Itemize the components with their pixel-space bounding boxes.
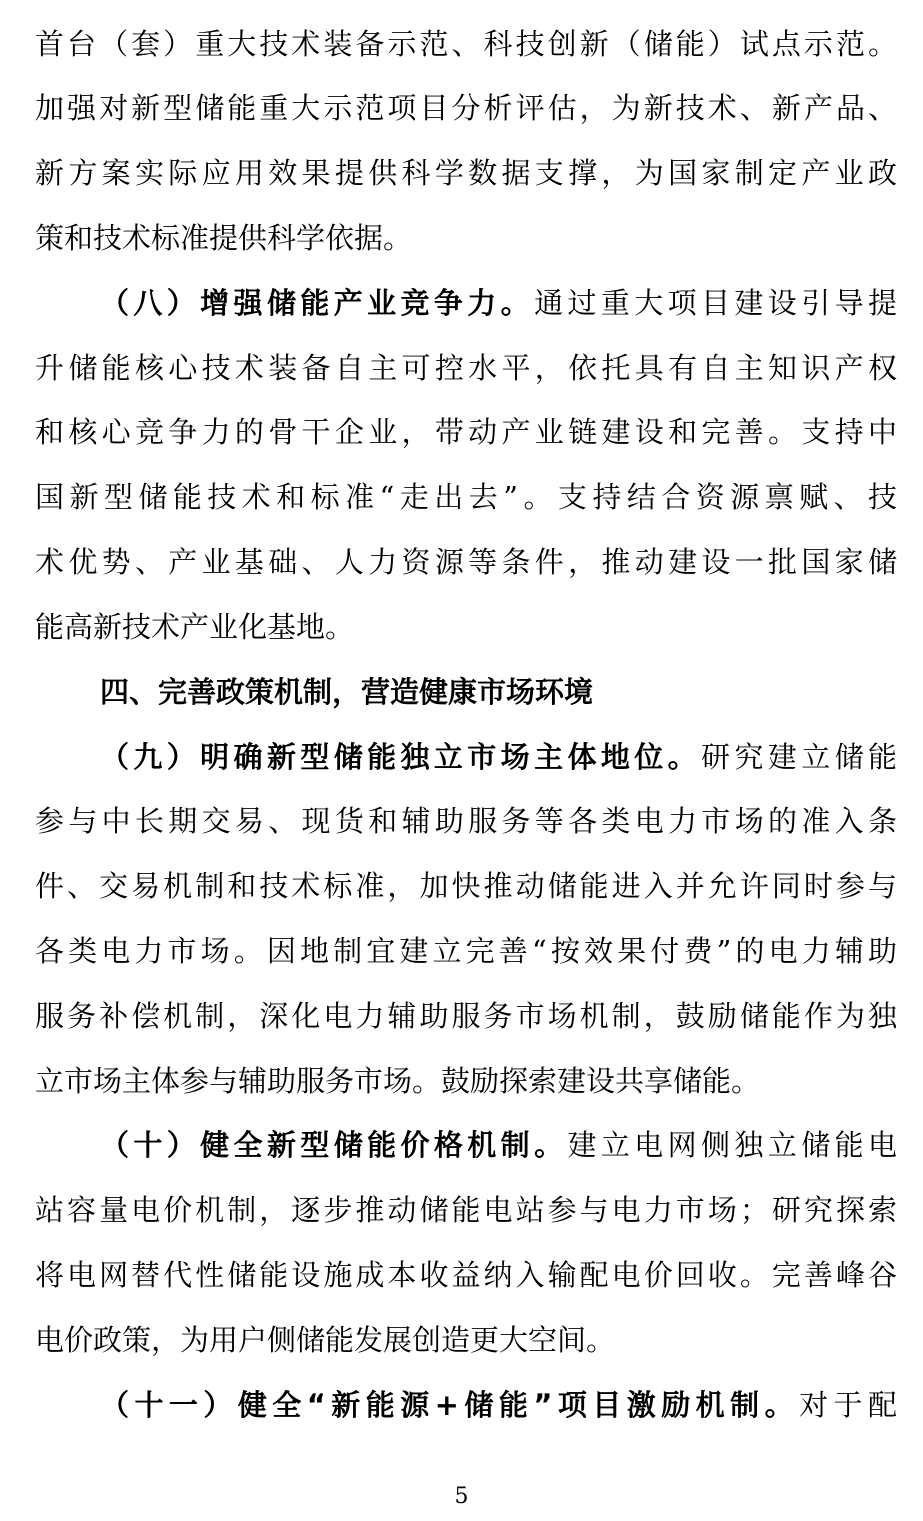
line-text: 服务补偿机制，深化电力辅助服务市场机制，鼓励储能作为独: [35, 999, 897, 1033]
section-heading-11: （十一）健全“新能源+储能”项目激励机制。: [100, 1388, 800, 1422]
text-line: [35, 467, 897, 527]
line-text: 件、交易机制和技术标准，加快推动储能进入并允许同时参与: [35, 869, 897, 903]
line-text: 各类电力市场。因地制宜建立完善“按效果付费”的电力辅助: [35, 934, 897, 968]
line-text: 站容量电价机制，逐步推动储能电站参与电力市场；研究探索: [35, 1193, 897, 1227]
section-heading-line: [100, 273, 897, 333]
text-line: [35, 1051, 897, 1111]
text-line: [35, 597, 897, 657]
text-line: [35, 78, 897, 138]
text-line: [35, 791, 897, 851]
text-line: [35, 143, 897, 203]
line-text: 电价政策，为用户侧储能发展创造更大空间。: [35, 1323, 616, 1357]
line-text: 首台（套）重大技术装备示范、科技创新（储能）试点示范。: [35, 27, 897, 61]
line-text: 研究建立储能: [701, 740, 897, 774]
line-text: 策和技术标准提供科学依据。: [35, 221, 413, 255]
line-text: 术优势、产业基础、人力资源等条件，推动建设一批国家储: [35, 545, 897, 579]
line-text: 能高新技术产业化基地。: [35, 610, 355, 644]
text-line: [35, 1180, 897, 1240]
text-line: [35, 921, 897, 981]
line-text: 立市场主体参与辅助服务市场。鼓励探索建设共享储能。: [35, 1064, 761, 1098]
page-number: 5: [454, 1484, 469, 1509]
text-line: [35, 532, 897, 592]
line-text: 国新型储能技术和标准“走出去”。支持结合资源禀赋、技: [35, 480, 897, 514]
line-text: 对于配: [799, 1388, 897, 1422]
text-line: [35, 1310, 897, 1370]
line-text: 将电网替代性储能设施成本收益纳入输配电价回收。完善峰谷: [35, 1258, 897, 1292]
text-line: [35, 402, 897, 462]
line-text: 和核心竞争力的骨干企业，带动产业链建设和完善。支持中: [35, 415, 897, 449]
section-heading-8: （八）增强储能产业竞争力。: [100, 286, 535, 320]
text-line: [35, 856, 897, 916]
line-text: 建立电网侧独立储能电: [567, 1128, 897, 1162]
line-text: 参与中长期交易、现货和辅助服务等各类电力市场的准入条: [35, 804, 897, 838]
section-heading-line: [100, 727, 897, 787]
text-line: [35, 1245, 897, 1305]
section-heading-10: （十）健全新型储能价格机制。: [100, 1128, 568, 1162]
text-line: [35, 14, 897, 74]
line-text: 加强对新型储能重大示范项目分析评估，为新技术、新产品、: [35, 91, 897, 125]
chapter-heading-4: 四、完善政策机制，营造健康市场环境: [100, 675, 594, 709]
section-heading-line: [100, 1115, 897, 1175]
line-text: 通过重大项目建设引导提: [534, 286, 897, 320]
line-text: 升储能核心技术装备自主可控水平，依托具有自主知识产权: [35, 351, 897, 385]
text-line: [35, 986, 897, 1046]
text-line: [35, 208, 897, 268]
chapter-heading-line: [100, 662, 897, 722]
section-heading-line: [100, 1375, 897, 1435]
section-heading-9: （九）明确新型储能独立市场主体地位。: [100, 740, 702, 774]
line-text: 新方案实际应用效果提供科学数据支撑，为国家制定产业政: [35, 156, 897, 190]
text-line: [35, 338, 897, 398]
